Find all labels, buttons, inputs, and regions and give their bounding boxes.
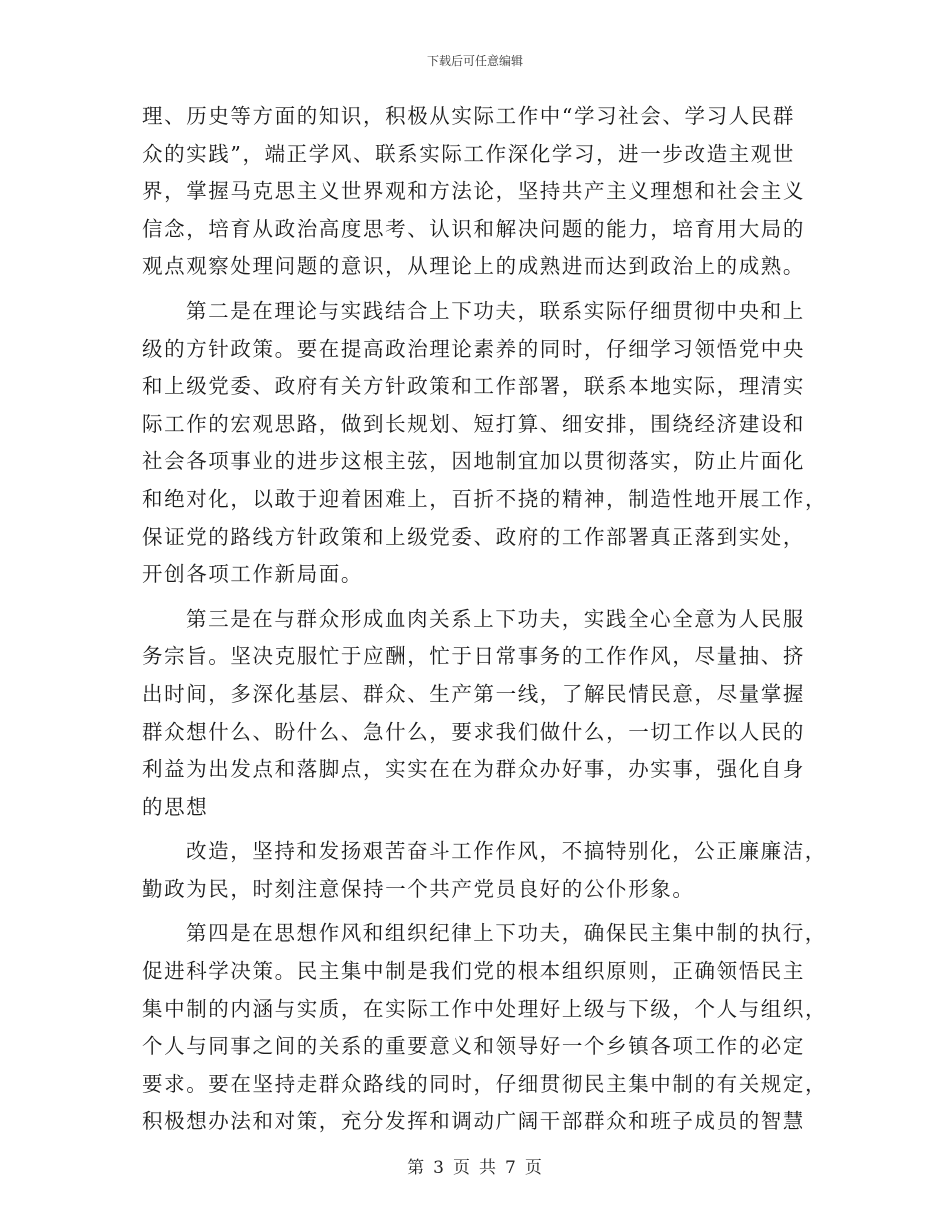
text-line: 的思想 — [142, 794, 209, 819]
footer-label-di: 第 — [407, 1158, 426, 1178]
text-line: 利益为出发点和落脚点，实实在在为群众办好事，办实事，强化自身 — [142, 757, 805, 782]
page-header: 下载后可任意编辑 — [426, 54, 523, 68]
text-line: 和绝对化，以敢于迎着困难上，百折不挠的精神，制造性地开展工作， — [142, 486, 828, 511]
text-line: 个人与同事之间的关系的重要意义和领导好一个乡镇各项工作的必定 — [142, 1034, 805, 1059]
text-line: 第三是在与群众形成血肉关系上下功夫，实践全心全意为人民服 — [186, 606, 805, 631]
text-line: 界，掌握马克思主义世界观和方法论，坚持共产主义理想和社会主义 — [142, 179, 805, 204]
text-line: 社会各项事业的进步这根主弦，因地制宜加以贯彻落实，防止片面化 — [142, 449, 805, 474]
paragraph — [142, 833, 827, 908]
paragraph — [142, 915, 828, 1141]
text-line: 改造，坚持和发扬艰苦奋斗工作作风，不搞特别化，公正廉廉洁， — [186, 839, 827, 864]
text-line: 勤政为民，时刻注意保持一个共产党员良好的公仆形象。 — [142, 876, 695, 901]
text-line: 群众想什么、盼什么、急什么，要求我们做什么，一切工作以人民的 — [142, 719, 805, 744]
text-line: 理、历史等方面的知识，积极从实际工作中“学习社会、学习人民群 — [142, 104, 795, 128]
paragraph — [142, 601, 812, 827]
text-line: 积极想办法和对策，充分发挥和调动广阔干部群众和班子成员的智慧 — [142, 1109, 805, 1134]
total-pages: 7 — [505, 1158, 517, 1178]
text-line: 开创各项工作新局面。 — [142, 562, 363, 587]
text-line: 促进科学决策。民主集中制是我们党的根本组织原则，正确领悟民主 — [142, 959, 805, 984]
text-line: 要求。要在坚持走群众路线的同时，仔细贯彻民主集中制的有关规定， — [142, 1071, 828, 1096]
text-line: 信念，培育从政治高度思考、认识和解决问题的能力，培育用大局的 — [142, 216, 805, 241]
page-number: 3 — [433, 1158, 445, 1178]
document-body — [142, 98, 828, 1141]
footer-label-ye: 页 — [453, 1158, 471, 1178]
text-line: 际工作的宏观思路，做到长规划、短打算、细安排，围绕经济建设和 — [142, 411, 805, 436]
text-line: 集中制的内涵与实质，在实际工作中处理好上级与下级，个人与组织， — [142, 996, 828, 1021]
footer-label-ye2: 页 — [524, 1158, 543, 1178]
footer-label-gong: 共 — [479, 1158, 497, 1178]
text-line: 观点观察处理问题的意识，从理论上的成熟进而达到政治上的成熟。 — [142, 254, 805, 279]
text-line: 众的实践”，端正学风、联系实际工作深化学习，进一步改造主观世 — [142, 141, 795, 166]
text-line: 务宗旨。坚决克服忙于应酬，忙于日常事务的工作作风，尽量抽、挤 — [142, 644, 805, 669]
paragraph — [142, 293, 828, 594]
paragraph — [142, 98, 812, 286]
text-line: 保证党的路线方针政策和上级党委、政府的工作部署真正落到实处， — [142, 524, 805, 549]
text-line: 第四是在思想作风和组织纪律上下功夫，确保民主集中制的执行， — [186, 921, 827, 946]
text-line: 和上级党委、政府有关方针政策和工作部署，联系本地实际，理清实 — [142, 374, 805, 399]
text-line: 级的方针政策。要在提高政治理论素养的同时，仔细学习领悟党中央 — [142, 336, 805, 361]
text-line: 第二是在理论与实践结合上下功夫，联系实际仔细贯彻中央和上 — [186, 298, 805, 323]
page-footer — [0, 1153, 950, 1178]
text-line: 出时间，多深化基层、群众、生产第一线，了解民情民意，尽量掌握 — [142, 681, 805, 706]
